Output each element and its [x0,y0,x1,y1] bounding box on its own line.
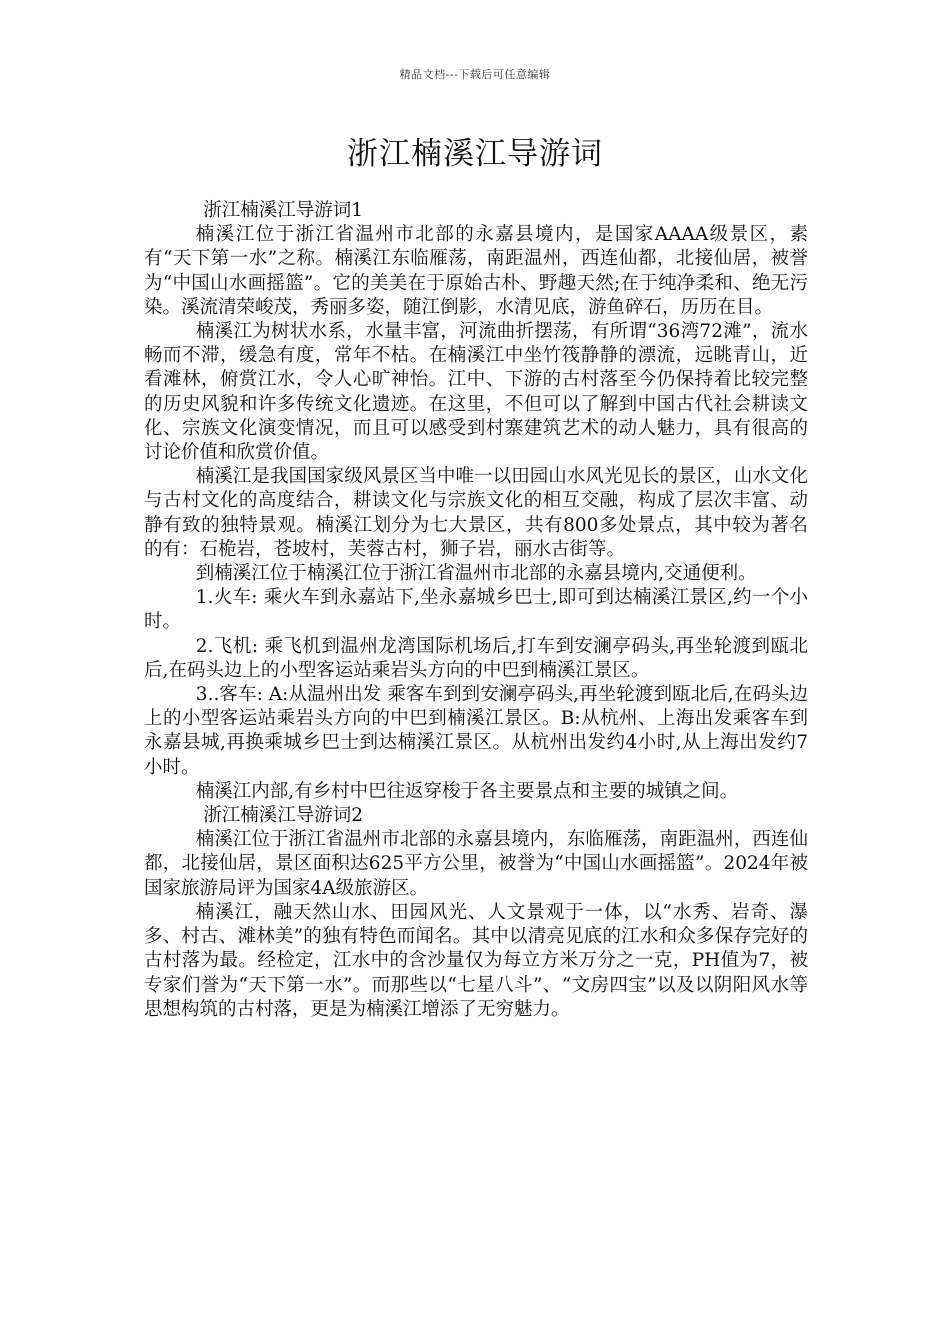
section-heading-2: 浙江楠溪江导游词2 [203,805,363,827]
paragraph: 楠溪江为树状水系，水量丰富，河流曲折摆荡，有所谓“36湾72滩”，流水畅而不滞，缓急有度，常年不枯。在楠溪江中坐竹筏静静的漂流，远眺青山，近看滩林，俯赏江水，令人心旷神怡。江中、下游的古村落至今仍保持着比较完整的历史风貌和许多传统文化遗迹。在这里，不但可以了解到中国古代社会耕读文化、宗族文化演变情况，而且可以感受到村寨建筑艺术的动人魅力，具有很高的讨论价值和欣赏价值。 [144,321,808,464]
paragraph: 楠溪江，融天然山水、田园风光、人文景观于一体，以“水秀、岩奇、瀑多、村古、滩林美”的独有特色而闻名。其中以清亮见底的江水和众多保存完好的古村落为最。经检定，江水中的含沙量仅为每立方米万分之一克，PH值为7，被专家们誉为“天下第一水”。而那些以“七星八斗”、“文房四宝”以及以阴阳风水等思想构筑的古村落，更是为楠溪江增添了无穷魅力。 [144,901,808,1020]
paragraph: 到楠溪江位于楠溪江位于浙江省温州市北部的永嘉县境内,交通便利。 [195,563,757,585]
paragraph: 楠溪江位于浙江省温州市北部的永嘉县境内，东临雁荡，南距温州，西连仙都，北接仙居，景区面积达625平方公里，被誉为“中国山水画摇篮”。2024年被国家旅游局评为国家4A级旅游区。 [144,829,808,899]
paragraph: 楠溪江内部,有乡村中巴往返穿梭于各主要景点和主要的城镇之间。 [195,780,739,802]
section-heading-1: 浙江楠溪江导游词1 [203,200,363,221]
paragraph: 1.火车: 乘火车到永嘉站下,坐永嘉城乡巴士,即可到达楠溪江景区,约一个小时。 [144,587,808,633]
paragraph: 3..客车: A:从温州出发 乘客车到到安澜亭码头,再坐轮渡到瓯北后,在码头边上的小型客运站乘岩头方向的中巴到楠溪江景区。B:从杭州、上海出发乘客车到永嘉县城,再换乘城乡巴士到达楠溪江景区。从杭州出发约4小时,从上海出发约7小时。 [144,684,808,778]
document-title: 浙江楠溪江导游词 [347,136,603,172]
document-body [144,199,808,1022]
header-note: 精品文档---下载后可任意编辑 [399,68,551,81]
paragraph: 2.飞机: 乘飞机到温州龙湾国际机场后,打车到安澜亭码头,再坐轮渡到瓯北后,在码头边上的小型客运站乘岩头方向的中巴到楠溪江景区。 [144,635,808,681]
paragraph: 楠溪江位于浙江省温州市北部的永嘉县境内，是国家AAAA级景区，素有“天下第一水”之称。楠溪江东临雁荡，南距温州，西连仙都，北接仙居，被誉为“中国山水画摇篮”。它的美美在于原始古朴、野趣天然;在于纯净柔和、绝无污染。溪流清荣峻茂，秀丽多姿，随江倒影，水清见底，游鱼碎石，历历在目。 [144,224,808,318]
paragraph: 楠溪江是我国国家级风景区当中唯一以田园山水风光见长的景区，山水文化与古村文化的高度结合，耕读文化与宗族文化的相互交融，构成了层次丰富、动静有致的独特景观。楠溪江划分为七大景区，共有800多处景点，其中较为著名的有：石桅岩，苍坡村，芙蓉古村，狮子岩，丽水古街等。 [144,466,808,560]
